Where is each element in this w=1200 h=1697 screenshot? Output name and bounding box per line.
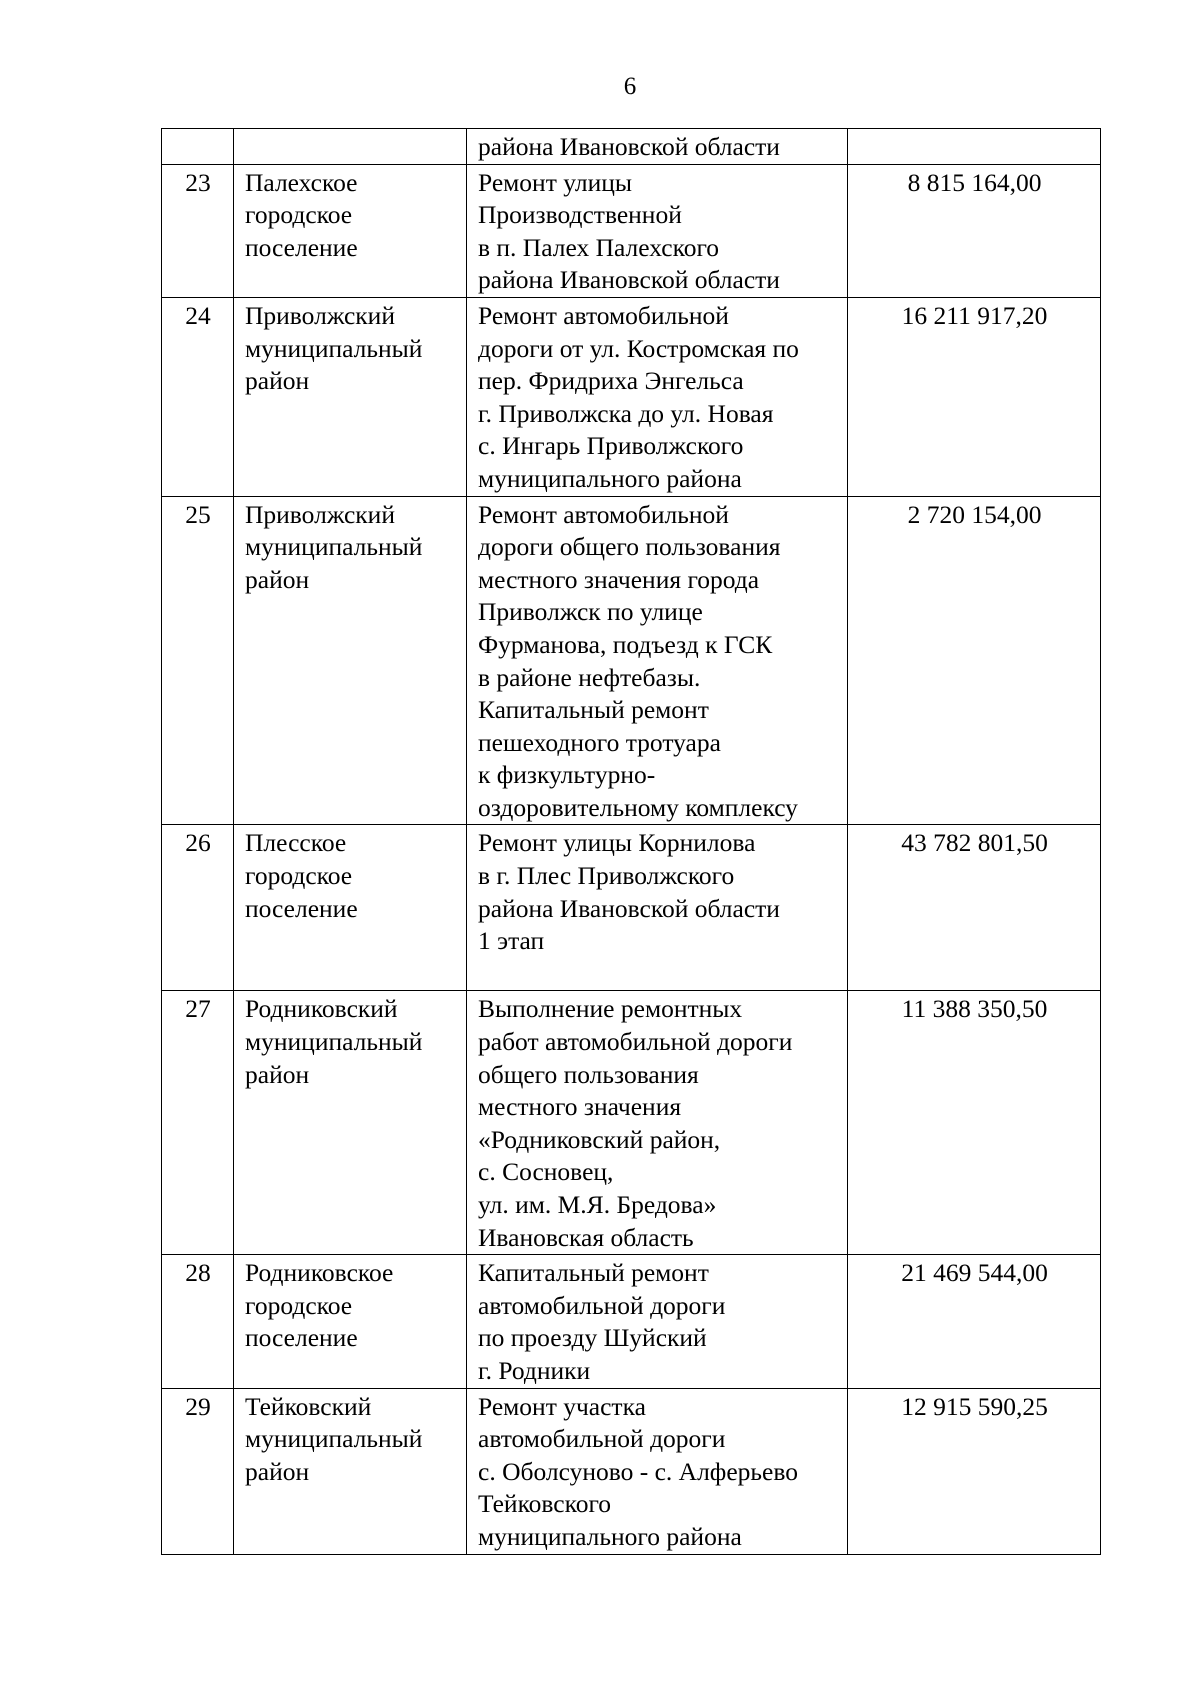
row-number-cell xyxy=(162,129,234,165)
municipality-line: поселение xyxy=(245,1323,358,1353)
municipality-line: Приволжский xyxy=(245,499,395,529)
municipality-cell xyxy=(234,825,467,991)
municipality-line: Палехское xyxy=(245,167,358,197)
municipality-line: район xyxy=(245,1059,310,1089)
description-line: работ автомобильной дороги xyxy=(478,1027,793,1057)
table-row xyxy=(162,991,1101,1255)
description-line: Ремонт улицы Корнилова xyxy=(478,828,756,858)
description-line: дороги общего пользования xyxy=(478,532,781,562)
row-number-cell: 25 xyxy=(162,496,234,825)
row-number-cell: 27 xyxy=(162,991,234,1255)
row-number-cell: 29 xyxy=(162,1388,234,1554)
description-cell xyxy=(467,1255,848,1388)
municipality-line: Родниковское xyxy=(245,1258,394,1288)
description-line: по проезду Шуйский xyxy=(478,1323,707,1353)
row-number-cell: 26 xyxy=(162,825,234,991)
amount-cell: 43 782 801,50 xyxy=(848,825,1101,991)
row-number-cell: 24 xyxy=(162,297,234,496)
municipality-line: район xyxy=(245,564,310,594)
description-line: района Ивановской области xyxy=(478,265,780,295)
description-line: пешеходного тротуара xyxy=(478,727,721,757)
description-line: муниципального района xyxy=(478,1521,742,1551)
description-line: Выполнение ремонтных xyxy=(478,994,743,1024)
table-row xyxy=(162,129,1101,165)
municipality-line: поселение xyxy=(245,232,358,262)
amount-cell: 8 815 164,00 xyxy=(848,164,1101,297)
description-cell xyxy=(467,825,848,991)
description-line: оздоровительному комплексу xyxy=(478,792,798,822)
description-line: Ремонт участка xyxy=(478,1391,646,1421)
municipality-cell xyxy=(234,129,467,165)
description-line: дороги от ул. Костромская по xyxy=(478,333,799,363)
municipality-cell xyxy=(234,1388,467,1554)
description-line: в г. Плес Приволжского xyxy=(478,861,735,891)
municipality-line: район xyxy=(245,1456,310,1486)
description-line: Ремонт автомобильной xyxy=(478,300,729,330)
municipality-cell xyxy=(234,991,467,1255)
description-line: Фурманова, подъезд к ГСК xyxy=(478,629,773,659)
municipality-line: Родниковский xyxy=(245,994,398,1024)
municipality-line: городское xyxy=(245,1290,353,1320)
amount-cell: 11 388 350,50 xyxy=(848,991,1101,1255)
description-line: г. Приволжска до ул. Новая xyxy=(478,398,774,428)
description-line: с. Ингарь Приволжского xyxy=(478,431,744,461)
description-cell xyxy=(467,991,848,1255)
description-line: с. Оболсуново - с. Алферьево xyxy=(478,1456,798,1486)
municipality-line: муниципальный xyxy=(245,1027,423,1057)
description-cell xyxy=(467,297,848,496)
description-line: 1 этап xyxy=(478,926,545,956)
municipality-cell xyxy=(234,297,467,496)
table-row xyxy=(162,496,1101,825)
amount-cell xyxy=(848,129,1101,165)
table-row xyxy=(162,297,1101,496)
description-cell xyxy=(467,496,848,825)
description-line: Ивановская область xyxy=(478,1222,694,1252)
page-number: 6 xyxy=(623,73,637,100)
description-line: к физкультурно- xyxy=(478,760,656,790)
table-row xyxy=(162,1255,1101,1388)
municipality-line: поселение xyxy=(245,893,358,923)
description-cell xyxy=(467,164,848,297)
description-cell xyxy=(467,1388,848,1554)
amount-cell: 12 915 590,25 xyxy=(848,1388,1101,1554)
municipality-line: Тейковский xyxy=(245,1391,372,1421)
municipality-line: район xyxy=(245,366,310,396)
funding-table xyxy=(161,128,1101,1555)
table-row xyxy=(162,164,1101,297)
municipality-line: муниципальный xyxy=(245,1424,423,1454)
description-line: автомобильной дороги xyxy=(478,1424,726,1454)
description-line: общего пользования xyxy=(478,1059,699,1089)
description-line: местного значения города xyxy=(478,564,760,594)
description-line xyxy=(478,958,837,991)
municipality-cell xyxy=(234,164,467,297)
description-line: ул. им. М.Я. Бредова» xyxy=(478,1190,717,1219)
municipality-cell xyxy=(234,496,467,825)
municipality-line: Плесское xyxy=(245,828,347,858)
description-line: в районе нефтебазы. xyxy=(478,662,701,692)
description-line: г. Родники xyxy=(478,1355,591,1385)
row-number-cell: 23 xyxy=(162,164,234,297)
row-number-cell: 28 xyxy=(162,1255,234,1388)
amount-cell: 2 720 154,00 xyxy=(848,496,1101,825)
description-line: Капитальный ремонт xyxy=(478,1258,709,1288)
amount-cell: 16 211 917,20 xyxy=(848,297,1101,496)
description-line: местного значения xyxy=(478,1092,682,1122)
description-line: муниципального района xyxy=(478,463,742,493)
municipality-line: городское xyxy=(245,861,353,891)
description-line: пер. Фридриха Энгельса xyxy=(478,366,744,396)
description-line: района Ивановской области xyxy=(478,893,780,923)
municipality-cell xyxy=(234,1255,467,1388)
municipality-line: Приволжский xyxy=(245,300,395,330)
description-cell xyxy=(467,129,848,165)
description-line: «Родниковский район, xyxy=(478,1124,721,1154)
municipality-line: муниципальный xyxy=(245,333,423,363)
description-line: района Ивановской области xyxy=(478,132,780,161)
description-line: Приволжск по улице xyxy=(478,597,703,627)
table-row xyxy=(162,825,1101,991)
description-line: Ремонт автомобильной xyxy=(478,499,729,529)
description-line: в п. Палех Палехского xyxy=(478,232,720,262)
table-row xyxy=(162,1388,1101,1554)
description-line: Ремонт улицы xyxy=(478,167,632,197)
description-line: автомобильной дороги xyxy=(478,1290,726,1320)
municipality-line: городское xyxy=(245,200,353,230)
amount-cell: 21 469 544,00 xyxy=(848,1255,1101,1388)
description-line: Производственной xyxy=(478,200,682,230)
table-body xyxy=(162,129,1101,1555)
description-line: Тейковского xyxy=(478,1489,612,1519)
description-line: с. Сосновец, xyxy=(478,1157,614,1187)
municipality-line: муниципальный xyxy=(245,532,423,562)
description-line: Капитальный ремонт xyxy=(478,695,709,725)
